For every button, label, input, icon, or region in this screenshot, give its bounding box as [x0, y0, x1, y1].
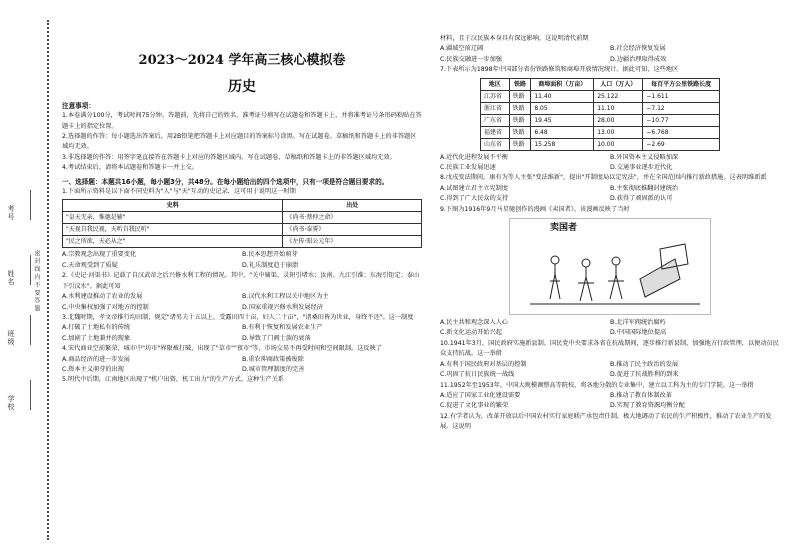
table-header: 铁路 — [509, 78, 531, 90]
question-stem: 4.宋代商业空前繁荣，城市中"坊市"界限被打破，出现了"草市""夜市"等，市场交易不再受时间和空间限制。这反映了 — [62, 345, 382, 353]
question-continuation: 材料，且于汉民族本身具有深远影响，这说明清代前期 — [440, 35, 589, 42]
table-row: "皇天无亲，惟德是辅" 《尚书·蔡仲之命》 — [63, 212, 422, 224]
option: C.加剧了土地兼并的现象 — [62, 334, 131, 342]
subject-title: 历史 — [228, 79, 256, 96]
option: A.民主共和观念深入人心 — [440, 319, 508, 327]
table-row: "天视自我民视，天听自我民听" 《尚书·泰誓》 — [63, 224, 422, 236]
option: B.重农抑商政策被废除 — [242, 355, 304, 363]
table-row: 江苏省 铁路 11.40 25.122 −1.611 — [481, 90, 720, 102]
option-list — [62, 323, 422, 344]
option: C.促进了文化事业的繁荣 — [440, 402, 509, 410]
option: C.天命观受到了质疑 — [62, 261, 118, 269]
question-1 — [62, 187, 422, 271]
question-4 — [62, 344, 422, 375]
question-2 — [62, 271, 422, 313]
option-list — [62, 250, 422, 271]
option: A.疆域空前辽阔 — [440, 45, 484, 53]
option: A.适应了国家工业化建设需要 — [440, 391, 521, 399]
left-column — [62, 28, 422, 386]
option: C.民族交融进一步加强 — [440, 55, 502, 63]
option: C.资本主义萌芽的出现 — [62, 365, 124, 373]
notes-item: 4.考试结束后，请将本试题卷和答题卡一并上交。 — [62, 164, 198, 172]
exam-number-label: 考号 — [7, 205, 15, 221]
question-8 — [440, 173, 780, 204]
question-11 — [440, 381, 780, 412]
binding-margin — [0, 0, 60, 555]
option: D.获得了顽固派的认可 — [610, 195, 673, 203]
option: D.实现了教育资源均衡分配 — [610, 402, 685, 410]
option: C.中央集权加强了对地方的控制 — [62, 303, 149, 311]
option: B.主张彻底推翻封建统治 — [610, 184, 679, 192]
option: B.推动了民主政治的发展 — [610, 360, 679, 368]
table-header: 地区 — [481, 78, 510, 90]
option: D.城市管理制度的完善 — [242, 365, 305, 373]
question-stem: 7.下表所示为1898年中国部分省份铁路修筑和商埠开放情况统计。据此可知，这些地区 — [440, 66, 679, 74]
table-row: 广东省 铁路 19.45 28.00 −10.77 — [481, 114, 720, 126]
table-row: 浙江省 铁路 8.05 11.10 −7.12 — [481, 102, 720, 114]
option: C.新文化运动开始兴起 — [440, 329, 502, 337]
notes-item: 1.本卷满分100分，考试时间75分钟。答题前，先将自己的姓名、准考证号填写在试题卷和答题卡上，并将准考证号条形码粘贴在答题卡上的指定位置。 — [62, 112, 422, 130]
right-column — [440, 34, 780, 433]
exam-title: 2023～2024 学年高三核心模拟卷 — [138, 53, 346, 68]
option: D.导致了门阀士族的衰落 — [242, 334, 311, 342]
question-stem: 3.北魏时期，孝文帝推行均田制，规定"诸男夫十五以上，受露田四十亩，妇人二十亩"，"诸桑田皆为世业，身终不还"。这一制度 — [62, 313, 414, 321]
question-stem: 12.有学者认为，改革开放以后中国农村实行家庭联产承包责任制，极大地调动了农民的生产积极性，推动了农业生产的发展。这说明 — [440, 412, 772, 431]
option: B.外国资本主义侵略加深 — [610, 153, 679, 161]
question-12 — [440, 412, 780, 433]
option: A.水利建设推动了农业的发展 — [62, 293, 143, 301]
cartoon-title: 卖国者 — [550, 223, 578, 234]
table-row: "民之所欲，天必从之" 《左传·昭公元年》 — [63, 236, 422, 248]
option: A.商品经济的进一步发展 — [62, 355, 130, 363]
option: C.民族工业发展迅速 — [440, 164, 496, 172]
option-list — [62, 355, 422, 376]
section-heading: 一、选择题：本题共16小题，每小题3分，共48分。在每小题给出的四个选项中，只有一项是符合题目要求的。 — [62, 177, 389, 186]
option: A.打破了土地私有的传统 — [62, 324, 130, 332]
name-label: 姓名 — [7, 270, 15, 286]
option-list — [440, 391, 780, 412]
option-list — [440, 360, 780, 381]
table-header: 人口（万人） — [594, 78, 643, 90]
notes-item: 2.选择题的作答：每小题选出答案后，用2B铅笔把答题卡上对应题目的答案标号涂黑。写在试题卷、草稿纸和答题卡上的非答题区域均无效。 — [62, 133, 417, 151]
option: B.社会经济恢复发展 — [610, 45, 666, 53]
question-stem: 1.下面所示资料是以下面不同史料为"人"与"天"互动的史记录，这可用于说明这一时期 — [62, 188, 296, 196]
notes-item: 3.非选择题的作答：用签字笔直接答在答题卡上对应的答题区域内。写在试题卷、草稿纸和答题卡上的非答题区域均无效。 — [62, 153, 396, 161]
question-3 — [62, 313, 422, 344]
option: B.民本思想开始萌芽 — [242, 251, 298, 259]
option: D.礼乐制度趋于崩溃 — [242, 261, 299, 269]
notes-heading: 注意事项： — [62, 101, 95, 110]
cartoon-image — [509, 218, 711, 315]
question-stem: 10.1941年3月，国民政府实施新县制。国民党中央要求各省在抗战期间，逐步推行新县制，加强地方行政管理，以便动员民众支持抗战。这一举措 — [440, 339, 779, 358]
option-list — [440, 318, 780, 339]
option: B.汉代水利工程以关中地区为主 — [242, 293, 329, 301]
question-stem: 2.《史记·河渠书》记载了自汉武帝之后兴修水利工程的情况。其中，"关中辅渠、灵轵引堵水；汝南、九江引淮；东海引钜定；泰山下引汶水"。据此可知 — [62, 272, 420, 290]
table-row: 山东省 铁路 15.258 10.00 −2.69 — [481, 138, 720, 150]
option: B.有利于恢复和发展农业生产 — [242, 324, 323, 332]
option-list — [440, 184, 780, 205]
option-list — [62, 292, 422, 313]
option: D.中国国际地位提高 — [610, 329, 667, 337]
seal-dotted-line — [47, 20, 49, 540]
question-10 — [440, 339, 780, 381]
table-header: 商埠面积（万亩） — [531, 78, 594, 90]
option: A.试图建立君主立宪制度 — [440, 184, 508, 192]
question-stem: 8.戊戌变法期间，康有为等人主张"变法维新"，提出"开制度局以定宪法"，并在全国范围内推行新政措施。这表明维新派 — [440, 174, 767, 182]
question-stem: 5.明代中后期，江南地区出现了"机户出资，机工出力"的生产方式。这种生产关系 — [62, 376, 284, 384]
table-header: 出处 — [283, 200, 422, 212]
school-label: 学校 — [7, 395, 15, 411]
seal-warning: 密 封 线 内 不 要 答 题 — [33, 250, 40, 312]
option: D.促进了抗战胜利的到来 — [610, 371, 679, 379]
cartoon-drawing-icon — [510, 219, 710, 314]
option: D.交通事业逐步近代化 — [610, 164, 673, 172]
question-9 — [440, 205, 780, 339]
question-stem: 11.1952年至1953年，中国大规模调整高等院校，将各地分散的专业集中，建立以工科为主的专门学院。这一举措 — [440, 381, 754, 389]
notes-block — [62, 101, 422, 174]
option-list — [440, 44, 780, 65]
question-stem: 9.下图为1916年9月马星驰创作的漫画《卖国者》。该漫画反映了当时 — [440, 205, 630, 213]
question-5 — [62, 375, 422, 385]
option: A.近代化进程发展不平衡 — [440, 153, 508, 161]
table-row: 福建省 铁路 6.48 13.00 −6.768 — [481, 126, 720, 138]
option: A.宗教观念出现了重要变化 — [62, 251, 137, 259]
option: C.得到了广大民众的支持 — [440, 195, 509, 203]
question-table — [480, 78, 720, 151]
option: D.国家重视兴修水利发展经济 — [242, 303, 323, 311]
question-7 — [440, 65, 780, 173]
question-table — [62, 199, 422, 248]
option: D.边疆治理取得成效 — [610, 55, 667, 63]
table-header: 每百平方公里铁路长度 — [643, 78, 720, 90]
option: B.推动了教育体制改革 — [610, 391, 672, 399]
option: A.有利于国民政府对基层的控制 — [440, 360, 527, 368]
option-list — [440, 153, 780, 174]
option: B.北洋军阀统治腐朽 — [610, 319, 666, 327]
table-header: 史料 — [63, 200, 283, 212]
class-label: 班级 — [7, 330, 15, 346]
option: C.巩固了抗日民族统一战线 — [440, 371, 515, 379]
